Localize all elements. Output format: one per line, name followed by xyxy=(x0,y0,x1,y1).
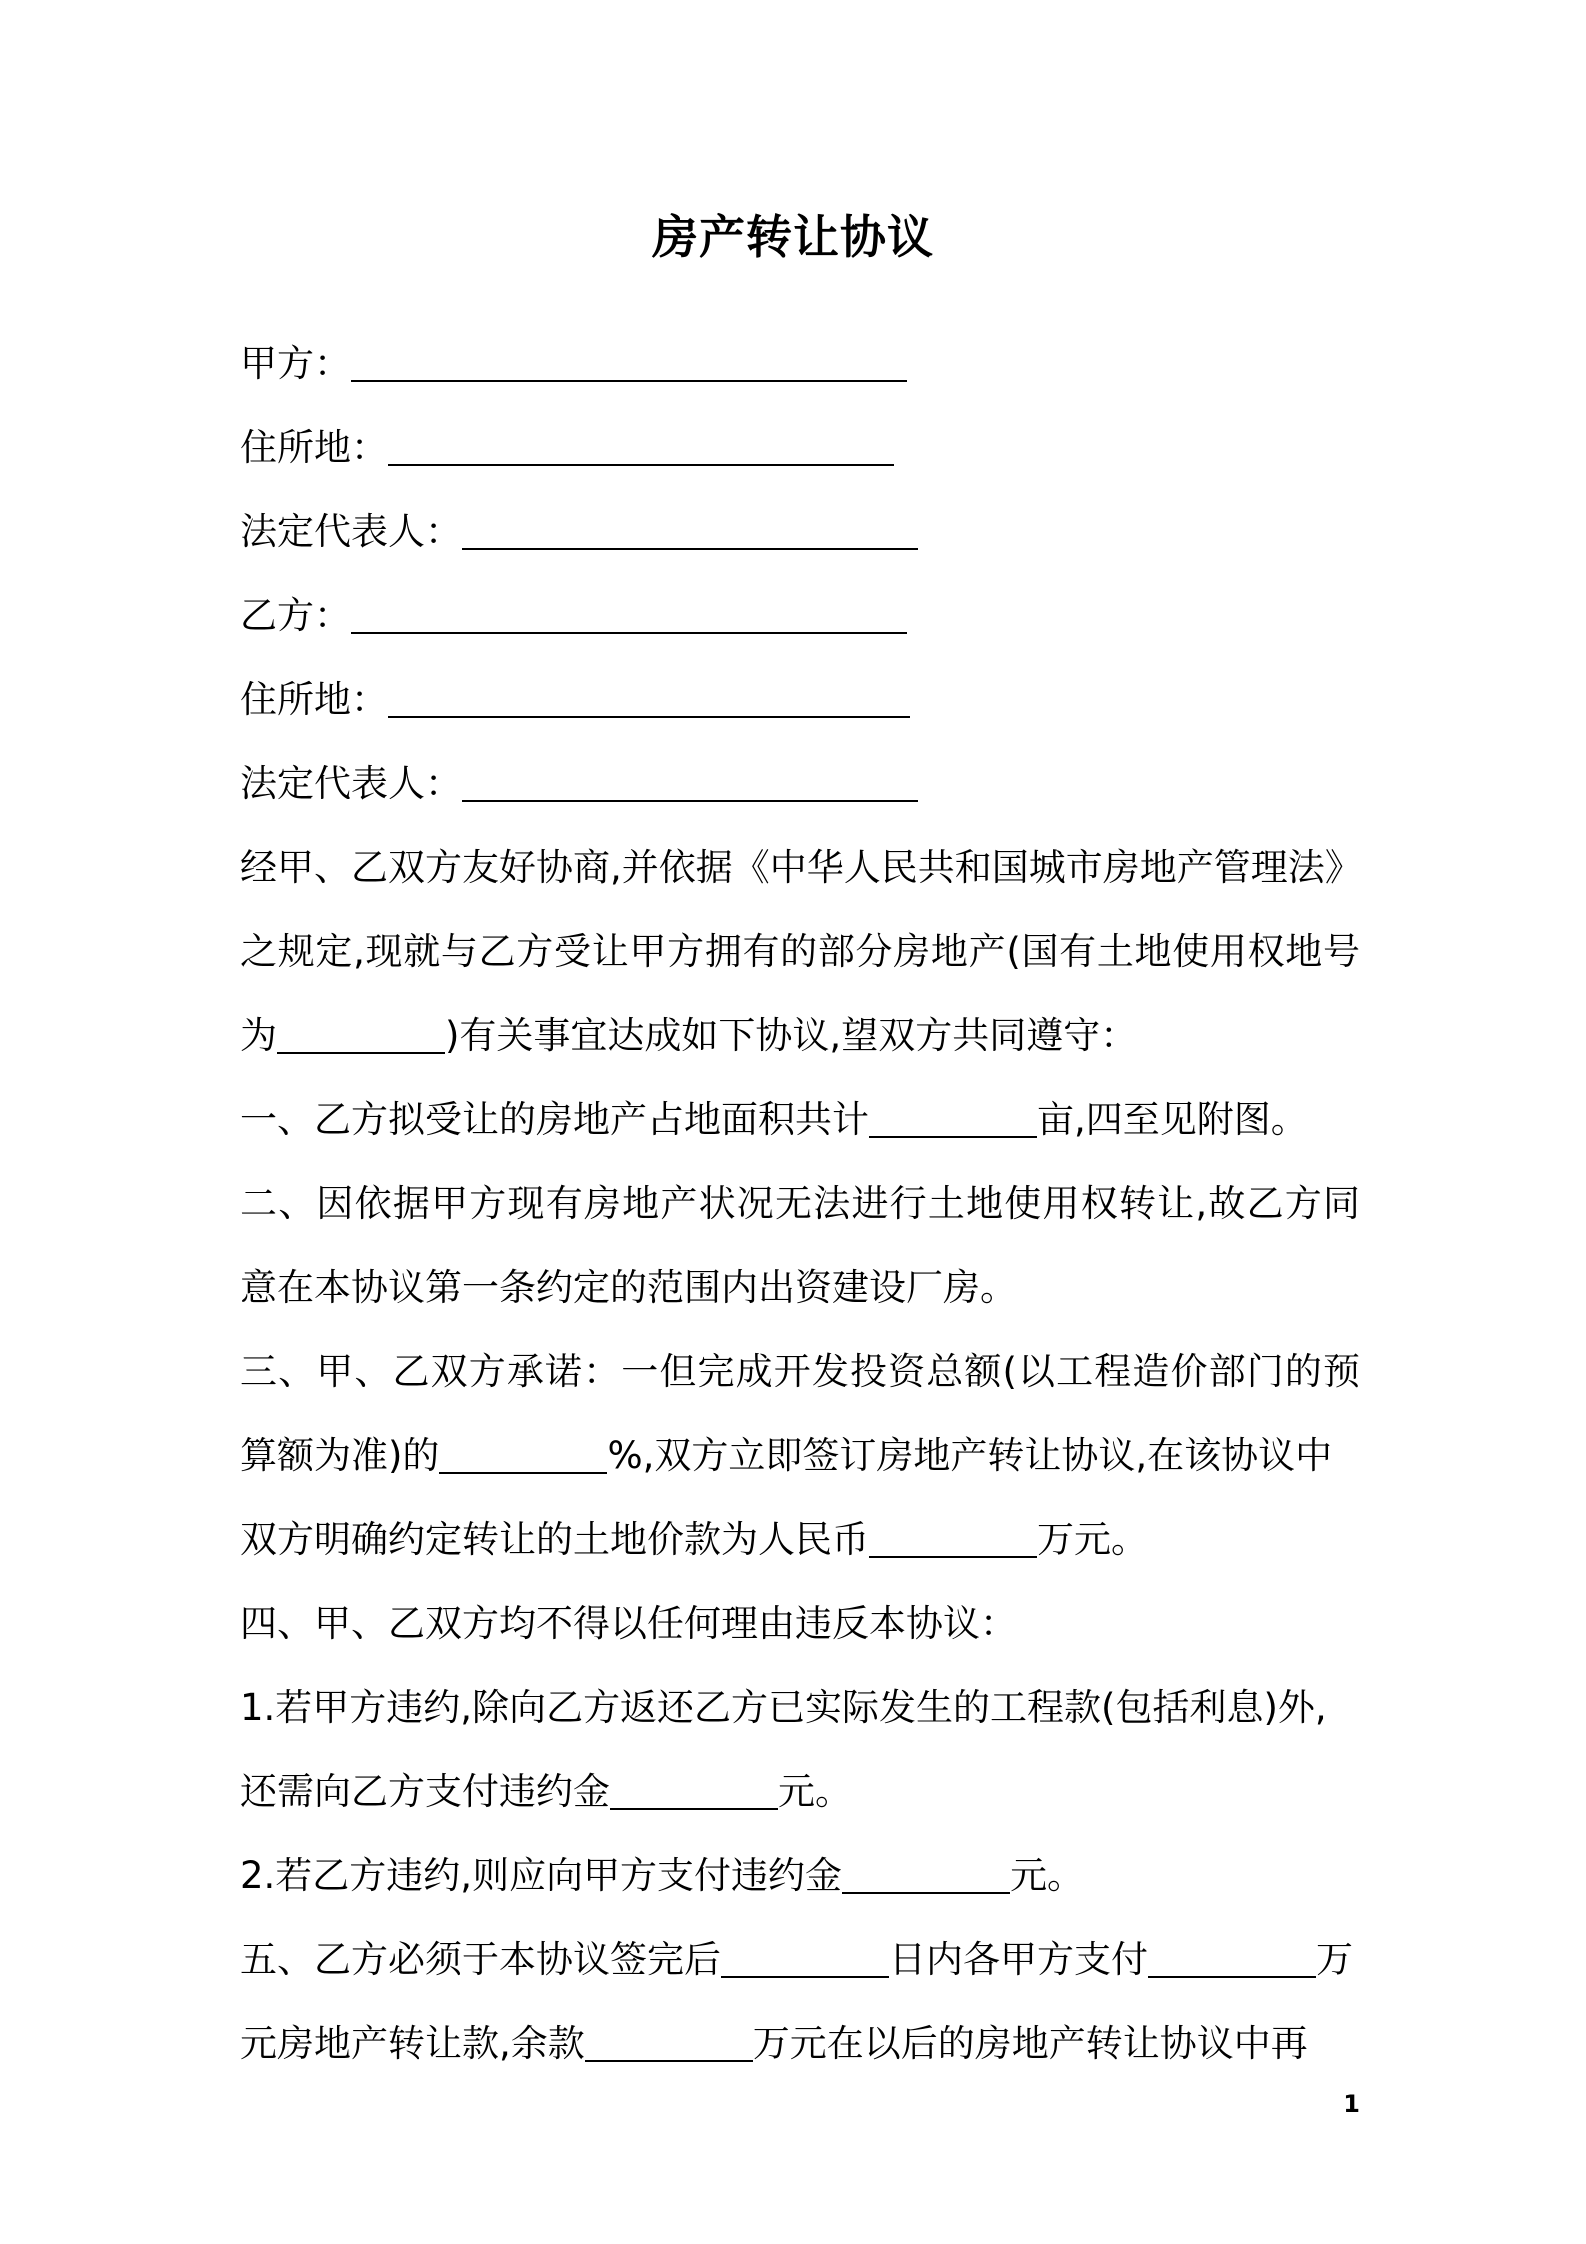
clause-3-line-2 xyxy=(240,1414,1360,1498)
party-a-address-line xyxy=(240,406,1360,490)
clause-5-line-1 xyxy=(240,1918,1360,2002)
clause-1-end: 亩,四至见附图。 xyxy=(1037,1098,1308,1141)
party-a-rep-line xyxy=(240,490,1360,574)
payment-days-blank[interactable] xyxy=(721,1932,889,1978)
party-b-penalty-blank[interactable] xyxy=(842,1848,1010,1894)
clause-3-line-3-end: 万元。 xyxy=(1037,1518,1148,1561)
clause-1-start: 一、乙方拟受让的房地产占地面积共计 xyxy=(240,1098,869,1141)
party-a-rep-label: 法定代表人： xyxy=(240,510,462,553)
clause-5-line-1-end: 万 xyxy=(1316,1938,1353,1981)
party-b-address-blank[interactable] xyxy=(388,672,910,718)
party-a-line xyxy=(240,322,1360,406)
preamble-line-3 xyxy=(240,994,1360,1078)
land-number-blank[interactable] xyxy=(277,1008,445,1054)
party-b-address-label: 住所地： xyxy=(240,678,388,721)
party-b-line xyxy=(240,574,1360,658)
party-b-rep-blank[interactable] xyxy=(462,756,918,802)
clause-3-line-2-start: 算额为准)的 xyxy=(240,1434,440,1477)
party-b-blank[interactable] xyxy=(351,588,907,634)
preamble-line-3-start: 为 xyxy=(240,1014,277,1057)
clause-4-item-1-end: 元。 xyxy=(778,1770,852,1813)
clause-2-line-1: 二、因依据甲方现有房地产状况无法进行土地使用权转让,故乙方同 xyxy=(240,1182,1360,1225)
clause-4-item-2 xyxy=(240,1834,1360,1918)
clause-3-line-3 xyxy=(240,1498,1360,1582)
balance-amount-blank[interactable] xyxy=(585,2016,753,2062)
clause-3-line-3-start: 双方明确约定转让的土地价款为人民币 xyxy=(240,1518,869,1561)
party-a-rep-blank[interactable] xyxy=(462,504,918,550)
clause-5-line-2-end: 万元在以后的房地产转让协议中再 xyxy=(752,2022,1308,2065)
party-a-penalty-blank[interactable] xyxy=(610,1764,778,1810)
preamble-line-2: 之规定,现就与乙方受让甲方拥有的部分房地产(国有土地使用权地号 xyxy=(240,930,1360,973)
payment-amount-blank[interactable] xyxy=(1148,1932,1316,1978)
clause-1-line xyxy=(240,1078,1360,1162)
clause-5-line-1-start: 五、乙方必须于本协议签完后 xyxy=(240,1938,721,1981)
clause-4-item-1-line-1: 1.若甲方违约,除向乙方返还乙方已实际发生的工程款(包括利息)外, xyxy=(240,1686,1327,1729)
document-title: 房产转让协议 xyxy=(652,210,934,264)
party-b-rep-label: 法定代表人： xyxy=(240,762,462,805)
party-a-label: 甲方： xyxy=(240,342,351,385)
party-a-address-label: 住所地： xyxy=(240,426,388,469)
party-a-blank[interactable] xyxy=(351,336,907,382)
land-price-blank[interactable] xyxy=(869,1512,1037,1558)
clause-4-item-2-end: 元。 xyxy=(1010,1854,1085,1897)
party-a-address-blank[interactable] xyxy=(388,420,894,466)
party-b-address-line xyxy=(240,658,1360,742)
clause-3-line-2-end: %,双方立即签订房地产转让协议,在该协议中 xyxy=(607,1434,1333,1477)
clause-4-item-1-line-2 xyxy=(240,1750,1360,1834)
clause-4-heading: 四、甲、乙双方均不得以任何理由违反本协议： xyxy=(240,1602,1017,1645)
page-number: 1 xyxy=(1343,2090,1360,2118)
document-body xyxy=(240,322,1360,2086)
land-area-blank[interactable] xyxy=(869,1092,1037,1138)
clause-5-line-2 xyxy=(240,2002,1360,2086)
clause-5-line-1-middle: 日内各甲方支付 xyxy=(889,1938,1148,1981)
clause-3-line-1: 三、甲、乙双方承诺：一但完成开发投资总额(以工程造价部门的预 xyxy=(240,1350,1360,1393)
party-b-rep-line xyxy=(240,742,1360,826)
preamble-line-3-end: )有关事宜达成如下协议,望双方共同遵守： xyxy=(445,1014,1138,1057)
clause-5-line-2-start: 元房地产转让款,余款 xyxy=(240,2022,585,2065)
clause-4-item-2-start: 2.若乙方违约,则应向甲方支付违约金 xyxy=(240,1854,843,1897)
clause-4-item-1-start: 还需向乙方支付违约金 xyxy=(240,1770,610,1813)
investment-percent-blank[interactable] xyxy=(439,1428,607,1474)
preamble-line-1: 经甲、乙双方友好协商,并依据《中华人民共和国城市房地产管理法》 xyxy=(240,846,1362,889)
party-b-label: 乙方： xyxy=(240,594,351,637)
clause-2-line-2: 意在本协议第一条约定的范围内出资建设厂房。 xyxy=(240,1266,1017,1309)
